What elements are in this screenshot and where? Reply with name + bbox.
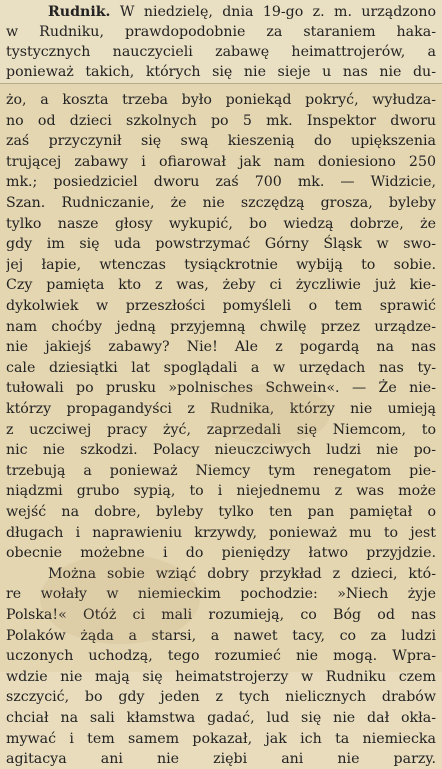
article-continuation-fragment [0, 84, 442, 768]
body-line-paragraph-2: Można sobie wziąć dobry przykład z dzieci, któ- [48, 565, 436, 582]
body-line: długach i naprawieniu krzywdy, ponieważ mu to jest [6, 524, 436, 541]
body-line-paragraph-2: mywać i tem samem pokazał, jak ich ta niemiecka [6, 730, 436, 747]
body-line-paragraph-2: szczycić, bo gdy jeden z tych nielicznych drabów [6, 689, 436, 706]
body-line-paragraph-2: chciał na sali kłamstwa gadać, lud się nie dał okła- [6, 710, 436, 726]
body-line: mk.; posiedziciel dworu zaś 700 mk. — Widzicie, [6, 174, 436, 191]
article-top-fragment [0, 0, 442, 84]
body-line: Szan. Rudniczanie, że nie szczędzą grosza, byleby [6, 195, 436, 211]
body-line: żo, a koszta trzeba było poniekąd pokryć, wyłudza- [6, 92, 436, 108]
article-line-1-text: W niedzielę, dnia 19-go z. m. urządzono [119, 4, 436, 20]
body-line: tułowali po prusku »polnisches Schwein«. — Że nie- [6, 380, 436, 397]
body-line: tylko nasze głosy wykupić, bo wiedzą dobrze, że [6, 215, 436, 232]
article-line-3: tystycznych nauczycieli zabawę heimattrojerów, a [6, 44, 436, 60]
body-line: nic nie szkodzi. Polacy nieuczciwych ludzi nie po- [6, 442, 436, 459]
body-line: trującej zabawy i ofiarował jak nam doniesiono 250 [6, 153, 436, 170]
body-line-paragraph-2: re wołały w niemieckim pochodzie: »Niech żyje [6, 586, 436, 603]
body-line: jej łapie, wtenczas tysiąckrotnie wybiją to sobie. [6, 256, 436, 273]
body-line: wejść na dobre, byleby tylko ten pan pamiętał o [6, 504, 436, 520]
body-line-paragraph-2: uczonych uchodzą, tego rozumieć nie mogą. Wpra- [6, 648, 436, 665]
body-line-paragraph-2: Polska!« Otóż ci mali rozumieją, co Bóg od nas [6, 607, 436, 623]
article-line-4: ponieważ takich, których się nie sieje u nas nie du- [6, 64, 436, 80]
body-line: nie jakiejś zabawy? Nie! Ale z pogardą na nas [6, 339, 436, 356]
article-heading: Rudnik. [48, 4, 111, 20]
body-line: nam choćby jedną przyjemną chwilę przez urządze- [6, 318, 436, 335]
body-line: zaś przyczynił się swą kieszenią do upiększenia [6, 133, 436, 150]
body-line-paragraph-2: Polaków żąda a starsi, a nawet tacy, co za ludzi [6, 627, 436, 644]
body-line: cale dziesiątki lat spoglądali a w urzędach nas ty- [6, 359, 436, 376]
body-line: niądzmi grubo sypią, to i niejednemu z was może [6, 483, 436, 500]
body-line: którzy propagandyści z Rudnika, którzy nie umieją [6, 401, 436, 417]
article-line-1 [48, 2, 436, 22]
body-line: dykolwiek w przeszłości pomyśleli o tem sprawić [6, 298, 436, 314]
body-line: trzebują a ponieważ Niemcy tym renegatom pie- [6, 462, 436, 479]
body-line: no od dzieci szkolnych po 5 mk. Inspektor dworu [6, 112, 436, 129]
body-line: z uczciwej pracy żyć, zaprzedali się Niemcom, to [6, 421, 436, 438]
body-line: obecnie możebne i do pieniędzy łatwo przyjdzie. [6, 545, 436, 562]
body-line-paragraph-2: agitacya ani nie ziębi ani nie parzy. [6, 751, 436, 768]
body-line: Czy pamięta kto z was, żeby ci życzliwie już kie- [6, 277, 436, 294]
article-line-2: w Rudniku, prawdopodobnie za staraniem haka- [6, 24, 436, 40]
body-line: gdy im się uda powstrzymać Górny Śląsk w swo- [6, 236, 436, 253]
body-line-paragraph-2: wdzie nie mają się heimatstrojerzy w Rudniku czem [6, 668, 436, 685]
